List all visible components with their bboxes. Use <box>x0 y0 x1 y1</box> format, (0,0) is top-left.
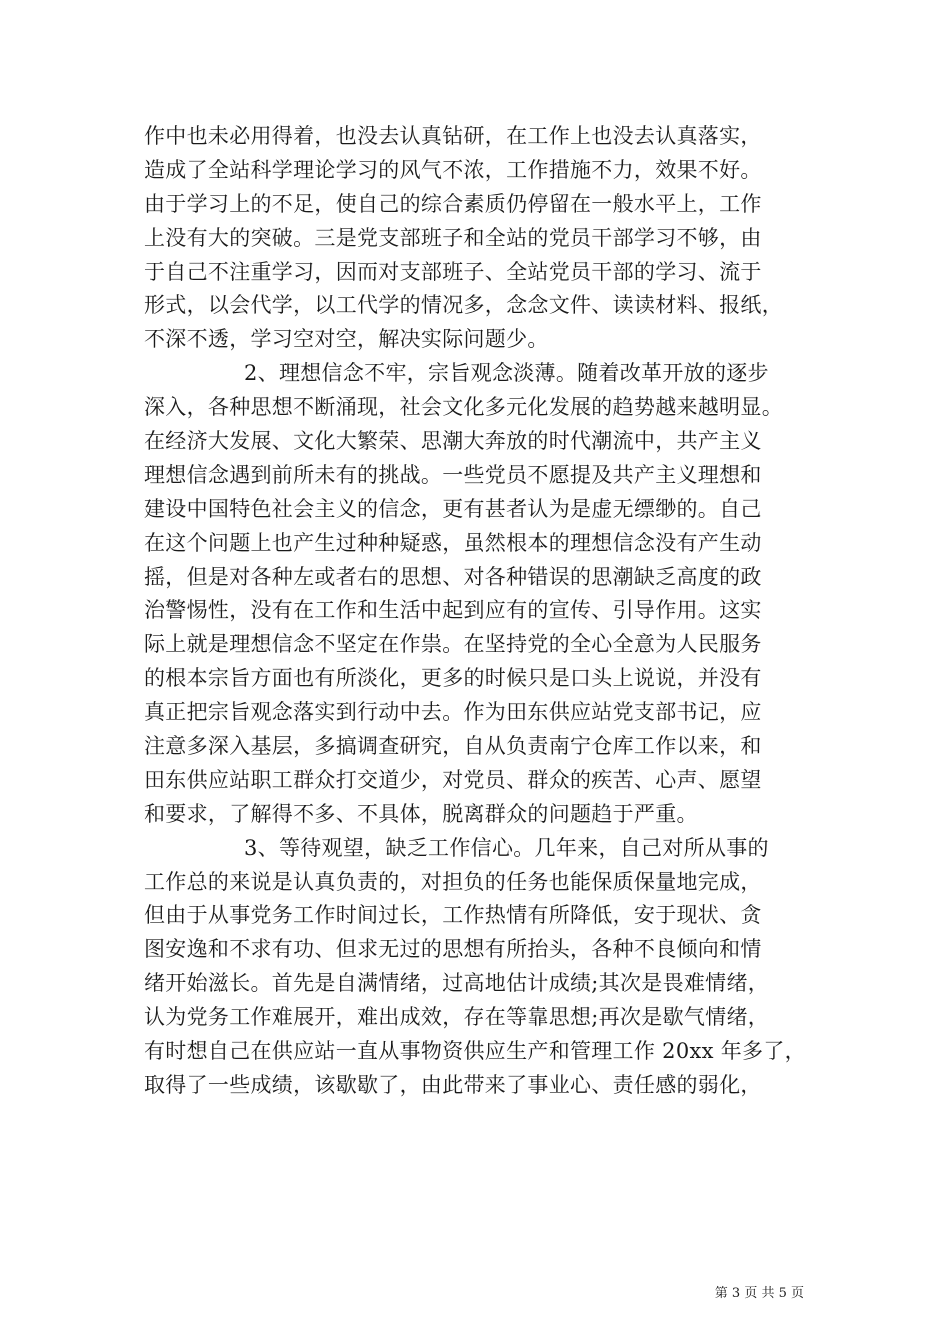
text-line: 形式，以会代学，以工代学的情况多，念念文件、读读材料、报纸， <box>144 293 783 318</box>
text-line: 际上就是理想信念不坚定在作祟。在坚持党的全心全意为人民服务 <box>144 632 762 657</box>
text-line: 认为党务工作难展开，难出成效，存在等靠思想;再次是歇气情绪， <box>144 1005 770 1030</box>
text-line: 工作总的来说是认真负责的，对担负的任务也能保质保量地完成， <box>144 869 762 894</box>
paragraph-start-line: 3、等待观望，缺乏工作信心。几年来，自己对所从事的 <box>244 835 769 860</box>
text-line: 于自己不注重学习，因而对支部班子、全站党员干部的学习、流于 <box>144 259 762 284</box>
text-line: 真正把宗旨观念落实到行动中去。作为田东供应站党支部书记，应 <box>144 700 762 725</box>
text-line: 和要求，了解得不多、不具体，脱离群众的问题趋于严重。 <box>144 801 698 826</box>
text-line: 在这个问题上也产生过种种疑惑，虽然根本的理想信念没有产生动 <box>144 530 762 555</box>
text-line: 理想信念遇到前所未有的挑战。一些党员不愿提及共产主义理想和 <box>144 462 762 487</box>
page-number-footer: 第 3 页 共 5 页 <box>714 1286 804 1301</box>
text-line: 但由于从事党务工作时间过长，工作热情有所降低，安于现状、贪 <box>144 903 762 928</box>
paragraph-start-line: 2、理想信念不牢，宗旨观念淡薄。随着改革开放的逐步 <box>244 361 769 386</box>
text-line: 造成了全站科学理论学习的风气不浓，工作措施不力，效果不好。 <box>144 157 762 182</box>
text-line: 取得了一些成绩，该歇歇了，由此带来了事业心、责任感的弱化， <box>144 1072 762 1097</box>
text-line: 作中也未必用得着，也没去认真钻研，在工作上也没去认真落实， <box>144 124 762 148</box>
text-line: 绪开始滋长。首先是自满情绪，过高地估计成绩;其次是畏难情绪， <box>144 971 770 996</box>
text-line: 由于学习上的不足，使自己的综合素质仍停留在一般水平上，工作 <box>144 191 762 216</box>
body-text <box>144 120 834 1103</box>
text-line: 摇，但是对各种左或者右的思想、对各种错误的思潮缺乏高度的政 <box>144 564 762 589</box>
text-line: 深入，各种思想不断涌现，社会文化多元化发展的趋势越来越明显。 <box>144 395 783 420</box>
text-line: 有时想自己在供应站一直从事物资供应生产和管理工作 20xx 年多了， <box>144 1039 806 1064</box>
text-line: 不深不透，学习空对空，解决实际问题少。 <box>144 327 549 352</box>
text-line: 治警惕性，没有在工作和生活中起到应有的宣传、引导作用。这实 <box>144 598 762 623</box>
text-line: 田东供应站职工群众打交道少，对党员、群众的疾苦、心声、愿望 <box>144 767 762 792</box>
text-line: 图安逸和不求有功、但求无过的思想有所抬头，各种不良倾向和情 <box>144 937 762 962</box>
text-line: 注意多深入基层，多搞调查研究，自从负责南宁仓库工作以来，和 <box>144 734 762 759</box>
text-line: 的根本宗旨方面也有所淡化，更多的时候只是口头上说说，并没有 <box>144 666 762 691</box>
text-line: 建设中国特色社会主义的信念，更有甚者认为是虚无缥缈的。自己 <box>144 496 762 521</box>
text-line: 上没有大的突破。三是党支部班子和全站的党员干部学习不够，由 <box>144 225 762 250</box>
text-line: 在经济大发展、文化大繁荣、思潮大奔放的时代潮流中，共产主义 <box>144 429 762 454</box>
